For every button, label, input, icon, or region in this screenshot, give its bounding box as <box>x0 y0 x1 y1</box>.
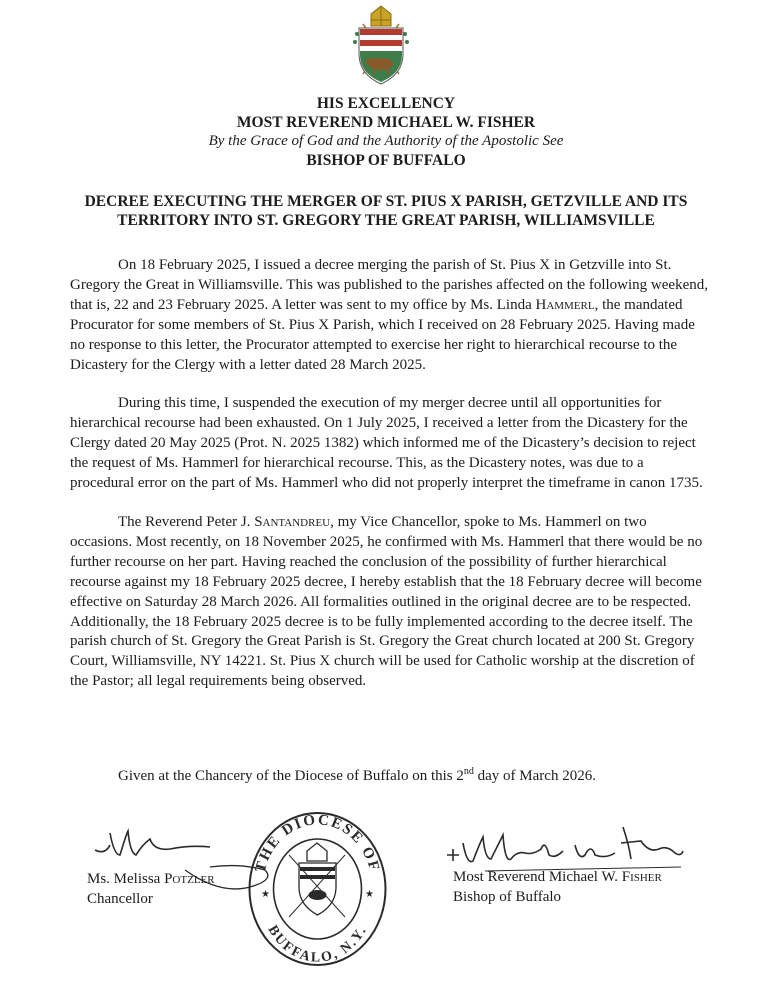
chancellor-name <box>87 869 215 889</box>
decree-body <box>70 256 710 711</box>
bishop-signature-block <box>453 867 662 907</box>
svg-text:BUFFALO, N.Y. <box>265 923 371 966</box>
header-see: BISHOP OF BUFFALO <box>306 152 466 169</box>
vice-chancellor-name: Santandreu <box>254 513 331 530</box>
header-bishop-name: MOST REVEREND MICHAEL W. FISHER <box>236 114 536 131</box>
chancellor-surname: Potzler <box>164 871 215 887</box>
bishop-surname: Fisher <box>621 869 662 885</box>
chancellor-name-first: Ms. Melissa <box>87 871 165 887</box>
chancellor-title: Chancellor <box>87 891 153 907</box>
paragraph-1-text-b: , the mandated Procurator for some members of St. Pius X Parish, which I received on 28 February 2025. Having made no response to this letter, the Procurator attempted to exercise her right to hierarchical recourse to the Dicastery for the Clergy with a letter dated 28 March 2025. <box>70 296 695 373</box>
paragraph-1-text-a: On 18 February 2025, I issued a decree merging the parish of St. Pius X in Getzville into St. Gregory the Great in Williamsville. This was published to the parishes affected on the following weekend, that is, 22 and 23 February 2025. A letter was sent to my office by Ms. Linda <box>70 257 708 313</box>
paragraph-2: During this time, I suspended the execution of my merger decree until all opportunities for hierarchical recourse had been exhausted. On 1 July 2025, I received a letter from the Dicastery for the Clergy dated 20 May 2025 (Prot. N. 2025 1382) which informed me of the Dicastery’s decision to reject the request of Ms. Hammerl for hierarchical recourse. This, as the Dicastery notes, was due to a procedural error on the part of Ms. Hammerl who did not properly interpret the timeframe in canon 1735. <box>70 395 703 492</box>
given-at-line <box>118 766 596 785</box>
header-grace-line: By the Grace of God and the Authority of the Apostolic See <box>208 133 564 149</box>
header-excellency: HIS EXCELLENCY <box>316 95 456 112</box>
seal-top-text: THE DIOCESE OF <box>252 812 383 875</box>
seal-bottom-text: BUFFALO, N.Y. <box>264 923 371 966</box>
given-text-a: Given at the Chancery of the Diocese of Buffalo on this 2 <box>118 768 464 784</box>
letterhead <box>0 94 772 170</box>
svg-text:★: ★ <box>261 889 270 900</box>
bishop-title: Bishop of Buffalo <box>453 889 562 905</box>
diocese-coat-of-arms-icon <box>349 4 413 88</box>
bishop-signature <box>445 815 685 875</box>
decree-title <box>40 192 732 230</box>
decree-title-line-1: DECREE EXECUTING THE MERGER OF ST. PIUS X PARISH, GETZVILLE AND ITS <box>84 193 688 210</box>
given-superscript: nd <box>463 766 474 777</box>
paragraph-3-text-a: The Reverend Peter J. <box>118 513 255 530</box>
paragraph-3-text-b: , my Vice Chancellor, spoke to Ms. Hammerl on two occasions. Most recently, on 18 November 2025, he confirmed with Ms. Hammerl that there would be no further recourse on her part. Having reached the conclusion of the possibility of further hierarchical recourse against my 18 February 2025 decree, I hereby establish that the 18 February decree will become effective on Saturday 28 March 2026. All formalities outlined in the original decree are to be respected. Additionally, the 18 February 2025 decree is to be fully implemented according to the decree itself. The parish church of St. Gregory the Great Parish is St. Gregory the Great church located at 200 St. Gregory Court, Williamsville, NY 14221. St. Pius X church will be used for Catholic worship at the discretion of the Pastor; all legal requirements being observed. <box>70 513 703 690</box>
given-text-b: day of March 2026. <box>473 768 596 784</box>
paragraph-1 <box>70 256 710 375</box>
chancellor-signature-block <box>87 869 215 909</box>
procurator-name: Hammerl <box>535 296 595 313</box>
bishop-name-first: Most Reverend Michael W. <box>453 869 622 885</box>
decree-title-line-2: TERRITORY INTO ST. GREGORY THE GREAT PARISH, WILLIAMSVILLE <box>117 212 655 229</box>
diocese-seal-stamp <box>245 805 390 970</box>
svg-text:★: ★ <box>365 889 374 900</box>
bishop-name <box>453 867 662 887</box>
paragraph-3 <box>70 513 710 692</box>
